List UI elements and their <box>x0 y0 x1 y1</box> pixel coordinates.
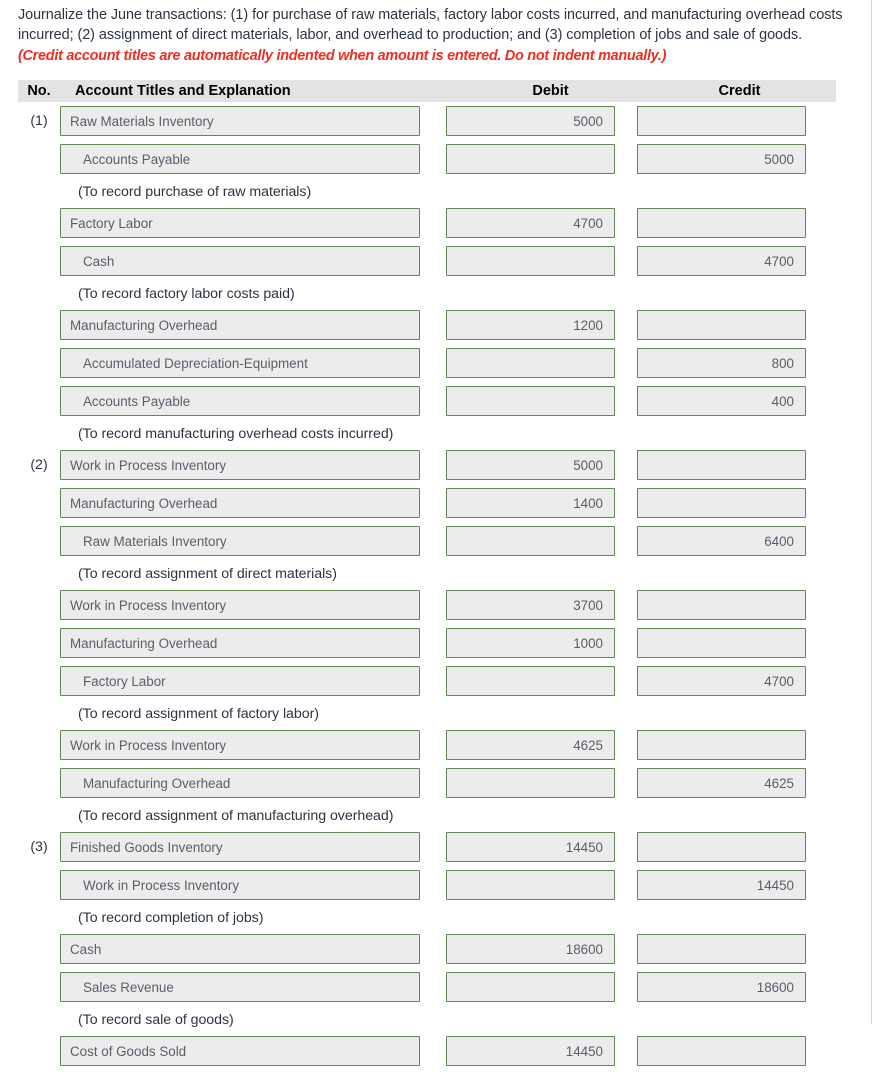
credit-cell <box>637 208 806 238</box>
instruction-note: (Credit account titles are automatically indented when amount is entered. Do not indent manually.) <box>18 47 667 64</box>
account-cell <box>60 730 420 760</box>
debit-amount-input[interactable]: 14450 <box>446 1036 615 1066</box>
credit-amount-input[interactable] <box>637 208 806 238</box>
credit-amount-input[interactable]: 4700 <box>637 246 806 276</box>
account-cell <box>60 972 420 1002</box>
account-cell <box>60 348 420 378</box>
credit-amount-input[interactable] <box>637 730 806 760</box>
debit-cell <box>446 832 615 862</box>
instruction-body: Journalize the June transactions: (1) for purchase of raw materials, factory labor costs incurred, and manufacturing overhead costs incurred; (2) assignment of direct materials, labor, and overhead to production; and (3) completion of jobs and sale of goods. <box>18 7 843 44</box>
explanation-text: (To record factory labor costs paid) <box>78 285 295 302</box>
debit-amount-input[interactable]: 4625 <box>446 730 615 760</box>
account-title-input[interactable]: Raw Materials Inventory <box>60 106 420 136</box>
debit-amount-input[interactable] <box>446 666 615 696</box>
credit-amount-input[interactable] <box>637 450 806 480</box>
credit-cell <box>637 832 806 862</box>
credit-amount-input[interactable]: 800 <box>637 348 806 378</box>
account-cell <box>60 768 420 798</box>
credit-cell <box>637 972 806 1002</box>
column-header-account: Account Titles and Explanation <box>75 83 291 99</box>
account-cell <box>60 450 420 480</box>
column-header-no: No. <box>27 83 51 99</box>
debit-amount-input[interactable]: 1200 <box>446 310 615 340</box>
credit-amount-input[interactable] <box>637 488 806 518</box>
account-cell <box>60 208 420 238</box>
debit-cell <box>446 526 615 556</box>
explanation-row <box>18 805 836 826</box>
journal-entry-row <box>18 933 836 965</box>
debit-cell <box>446 590 615 620</box>
account-title-input[interactable]: Work in Process Inventory <box>60 870 420 900</box>
account-title-input[interactable]: Cost of Goods Sold <box>60 1036 420 1066</box>
account-title-input[interactable]: Manufacturing Overhead <box>60 310 420 340</box>
account-title-input[interactable]: Manufacturing Overhead <box>60 628 420 658</box>
credit-amount-input[interactable]: 4700 <box>637 666 806 696</box>
account-title-input[interactable]: Manufacturing Overhead <box>60 488 420 518</box>
credit-cell <box>637 1036 806 1066</box>
journal-entry-row <box>18 487 836 519</box>
debit-amount-input[interactable]: 18600 <box>446 934 615 964</box>
debit-cell <box>446 450 615 480</box>
credit-cell <box>637 106 806 136</box>
debit-cell <box>446 208 615 238</box>
explanation-row <box>18 181 836 202</box>
debit-amount-input[interactable] <box>446 246 615 276</box>
debit-amount-input[interactable] <box>446 870 615 900</box>
debit-cell <box>446 106 615 136</box>
credit-cell <box>637 488 806 518</box>
credit-cell <box>637 870 806 900</box>
debit-cell <box>446 768 615 798</box>
credit-cell <box>637 628 806 658</box>
journal-entry-row <box>18 831 836 863</box>
account-title-input[interactable]: Sales Revenue <box>60 972 420 1002</box>
account-title-input[interactable]: Factory Labor <box>60 666 420 696</box>
credit-amount-input[interactable]: 14450 <box>637 870 806 900</box>
journal-entry-row <box>18 347 836 379</box>
journal-entry-row <box>18 729 836 761</box>
debit-amount-input[interactable]: 5000 <box>446 106 615 136</box>
journal-entry-row <box>18 971 836 1003</box>
credit-cell <box>637 246 806 276</box>
account-title-input[interactable]: Raw Materials Inventory <box>60 526 420 556</box>
explanation-row <box>18 703 836 724</box>
credit-cell <box>637 934 806 964</box>
credit-amount-input[interactable]: 6400 <box>637 526 806 556</box>
credit-amount-input[interactable] <box>637 628 806 658</box>
account-cell <box>60 488 420 518</box>
journal-entry-table <box>18 80 836 1073</box>
explanation-text: (To record assignment of manufacturing overhead) <box>78 807 394 824</box>
debit-amount-input[interactable] <box>446 144 615 174</box>
account-cell <box>60 628 420 658</box>
journal-entry-row <box>18 385 836 417</box>
debit-amount-input[interactable]: 4700 <box>446 208 615 238</box>
journal-entry-row <box>18 309 836 341</box>
credit-amount-input[interactable] <box>637 934 806 964</box>
journal-entry-row <box>18 627 836 659</box>
credit-amount-input[interactable]: 400 <box>637 386 806 416</box>
debit-cell <box>446 730 615 760</box>
account-cell <box>60 870 420 900</box>
account-title-input[interactable]: Cash <box>60 246 420 276</box>
account-title-input[interactable]: Manufacturing Overhead <box>60 768 420 798</box>
transaction-number: (2) <box>30 457 48 473</box>
credit-amount-input[interactable] <box>637 590 806 620</box>
credit-amount-input[interactable]: 4625 <box>637 768 806 798</box>
journal-entry-row <box>18 143 836 175</box>
debit-amount-input[interactable] <box>446 348 615 378</box>
explanation-text: (To record completion of jobs) <box>78 909 264 926</box>
account-title-input[interactable]: Work in Process Inventory <box>60 590 420 620</box>
debit-amount-input[interactable] <box>446 386 615 416</box>
debit-cell <box>446 628 615 658</box>
account-cell <box>60 666 420 696</box>
explanation-text: (To record assignment of direct materials) <box>78 565 337 582</box>
explanation-text: (To record sale of goods) <box>78 1011 234 1028</box>
debit-amount-input[interactable]: 1000 <box>446 628 615 658</box>
account-cell <box>60 144 420 174</box>
account-cell <box>60 526 420 556</box>
credit-cell <box>637 386 806 416</box>
transaction-number: (3) <box>30 839 48 855</box>
account-title-input[interactable]: Cash <box>60 934 420 964</box>
explanation-row <box>18 1009 836 1030</box>
credit-amount-input[interactable]: 5000 <box>637 144 806 174</box>
account-cell <box>60 590 420 620</box>
account-title-input[interactable]: Finished Goods Inventory <box>60 832 420 862</box>
credit-cell <box>637 768 806 798</box>
account-cell <box>60 386 420 416</box>
credit-cell <box>637 450 806 480</box>
explanation-row <box>18 907 836 928</box>
debit-cell <box>446 348 615 378</box>
credit-amount-input[interactable] <box>637 832 806 862</box>
debit-amount-input[interactable]: 3700 <box>446 590 615 620</box>
credit-amount-input[interactable] <box>637 1036 806 1066</box>
account-cell <box>60 106 420 136</box>
debit-cell <box>446 144 615 174</box>
debit-amount-input[interactable] <box>446 768 615 798</box>
explanation-text: (To record assignment of factory labor) <box>78 705 319 722</box>
credit-cell <box>637 666 806 696</box>
journal-entry-row <box>18 449 836 481</box>
debit-cell <box>446 972 615 1002</box>
explanation-row <box>18 563 836 584</box>
account-cell <box>60 1036 420 1066</box>
explanation-row <box>18 283 836 304</box>
journal-entry-row <box>18 1035 836 1067</box>
debit-cell <box>446 1036 615 1066</box>
debit-amount-input[interactable]: 1400 <box>446 488 615 518</box>
account-cell <box>60 832 420 862</box>
credit-cell <box>637 348 806 378</box>
explanation-text: (To record manufacturing overhead costs incurred) <box>78 425 394 442</box>
account-title-input[interactable]: Accumulated Depreciation-Equipment <box>60 348 420 378</box>
account-title-input[interactable]: Work in Process Inventory <box>60 730 420 760</box>
journal-entry-row <box>18 665 836 697</box>
debit-amount-input[interactable]: 5000 <box>446 450 615 480</box>
journal-entry-row <box>18 589 836 621</box>
debit-cell <box>446 246 615 276</box>
column-header-credit: Credit <box>718 83 761 99</box>
transaction-number: (1) <box>30 113 48 129</box>
table-body <box>18 102 836 1067</box>
debit-cell <box>446 934 615 964</box>
account-title-input[interactable]: Factory Labor <box>60 208 420 238</box>
account-title-input[interactable]: Work in Process Inventory <box>60 450 420 480</box>
debit-amount-input[interactable]: 14450 <box>446 832 615 862</box>
explanation-row <box>18 423 836 444</box>
credit-amount-input[interactable] <box>637 106 806 136</box>
debit-cell <box>446 386 615 416</box>
journal-entry-row <box>18 525 836 557</box>
debit-amount-input[interactable] <box>446 526 615 556</box>
credit-cell <box>637 526 806 556</box>
account-cell <box>60 934 420 964</box>
debit-cell <box>446 666 615 696</box>
journal-entry-row <box>18 105 836 137</box>
account-title-input[interactable]: Accounts Payable <box>60 144 420 174</box>
journal-entry-row <box>18 207 836 239</box>
debit-cell <box>446 310 615 340</box>
account-cell <box>60 246 420 276</box>
credit-cell <box>637 590 806 620</box>
journal-entry-row <box>18 245 836 277</box>
account-title-input[interactable]: Accounts Payable <box>60 386 420 416</box>
journal-entry-row <box>18 869 836 901</box>
credit-cell <box>637 730 806 760</box>
account-cell <box>60 310 420 340</box>
page-right-gutter <box>873 0 888 1024</box>
instruction-text <box>0 0 871 66</box>
explanation-text: (To record purchase of raw materials) <box>78 183 312 200</box>
debit-cell <box>446 870 615 900</box>
table-header-row <box>18 80 836 102</box>
debit-cell <box>446 488 615 518</box>
credit-amount-input[interactable] <box>637 310 806 340</box>
journal-entry-row <box>18 767 836 799</box>
debit-amount-input[interactable] <box>446 972 615 1002</box>
credit-cell <box>637 310 806 340</box>
credit-cell <box>637 144 806 174</box>
credit-amount-input[interactable]: 18600 <box>637 972 806 1002</box>
column-header-debit: Debit <box>532 83 569 99</box>
